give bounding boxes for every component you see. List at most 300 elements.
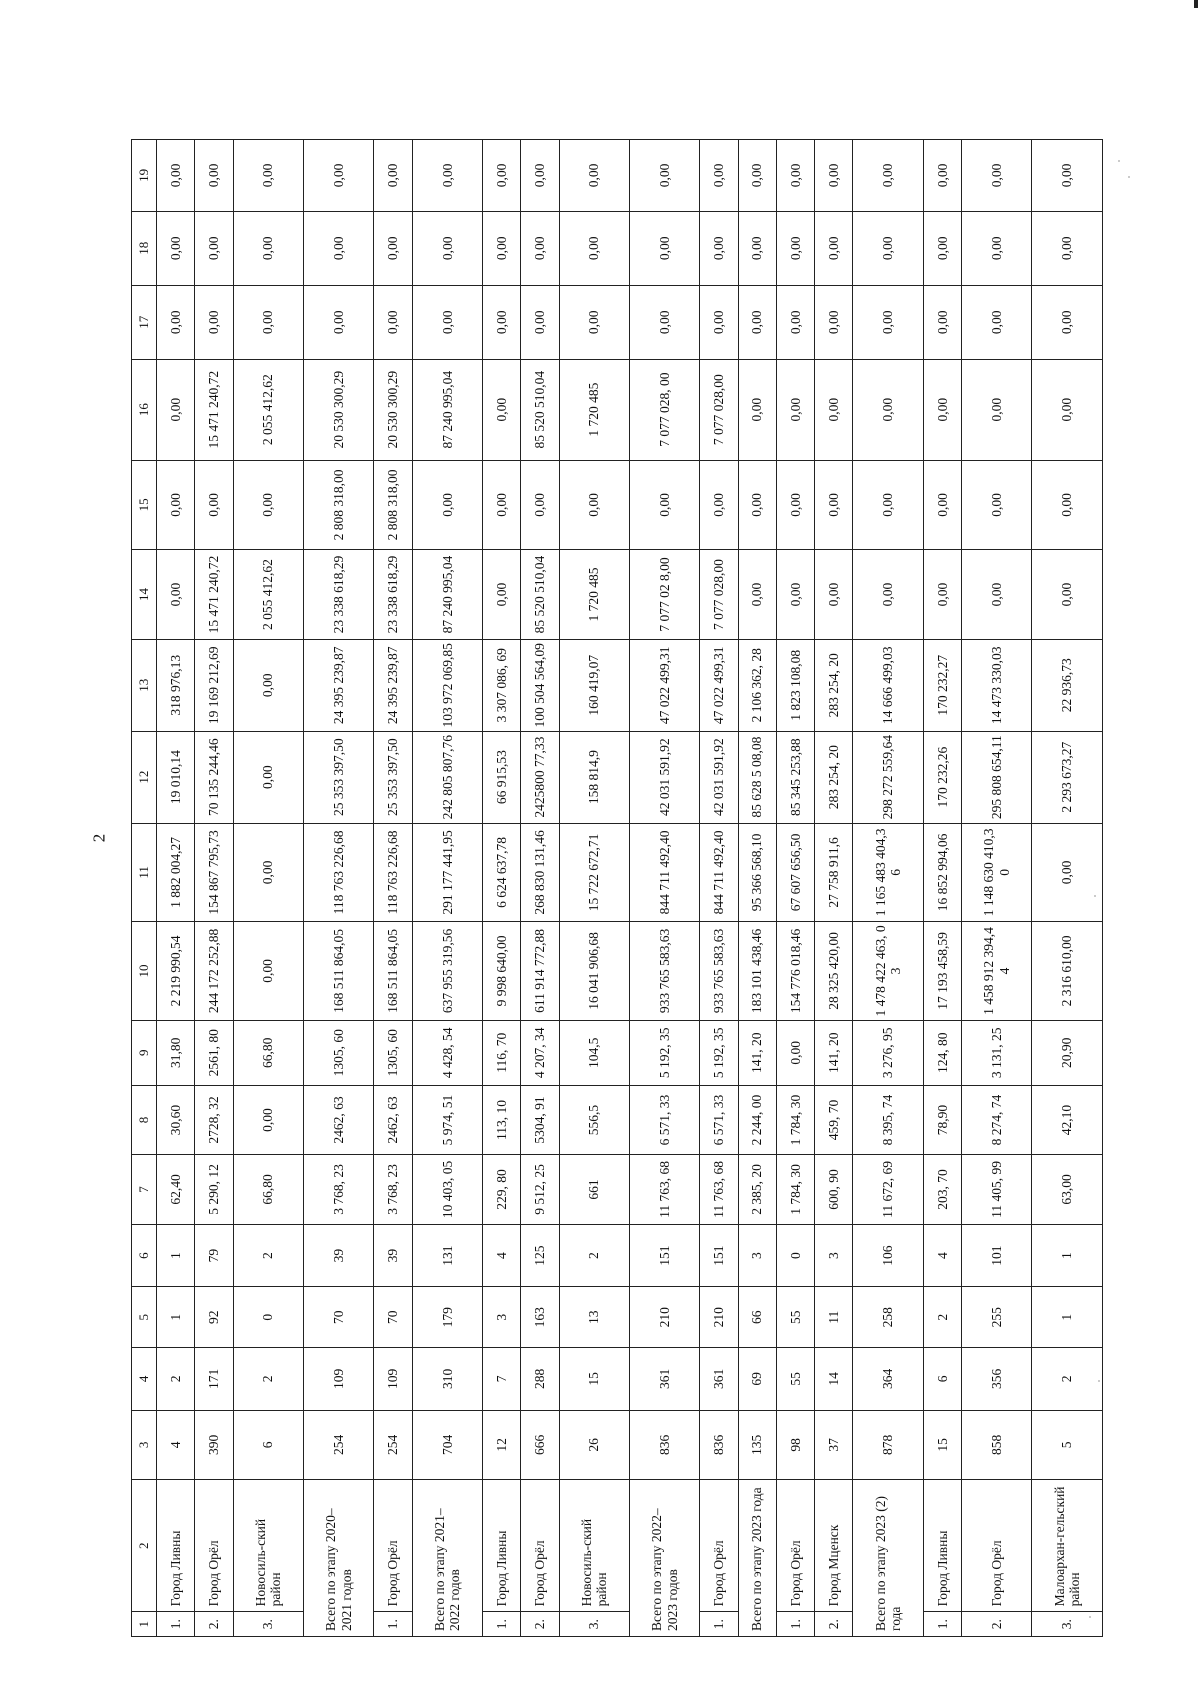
table-row (157, 140, 195, 1637)
table-cell: 0,00 (962, 285, 1032, 359)
table-cell: 2 (233, 1224, 303, 1287)
table-cell: 85 345 253,88 (776, 731, 814, 823)
table-cell: 1305, 60 (374, 1020, 412, 1085)
table-cell: 124, 80 (923, 1020, 961, 1085)
column-number-6: 6 (132, 1224, 157, 1287)
table-cell: 78,90 (923, 1085, 961, 1154)
column-number-7: 7 (132, 1155, 157, 1224)
table-cell: 0,00 (303, 140, 373, 212)
table-row (1032, 140, 1103, 1637)
table-row (923, 140, 961, 1637)
table-cell: 258 (853, 1287, 923, 1348)
table-cell: 30,60 (157, 1085, 195, 1154)
table-cell: 6 571, 33 (700, 1085, 738, 1154)
table-cell: 0,00 (853, 359, 923, 460)
table-cell: 1 (157, 1224, 195, 1287)
table-cell: 0,00 (233, 1085, 303, 1154)
table-cell: 0,00 (776, 285, 814, 359)
table-cell: 0,00 (738, 460, 776, 550)
table-cell: 39 (303, 1224, 373, 1287)
row-total-label: Всего по этапу 2023 (2) года (853, 1480, 923, 1637)
table-cell: 1 (1032, 1287, 1103, 1348)
column-number-12: 12 (132, 731, 157, 823)
table-cell: 0,00 (482, 359, 520, 460)
row-index: 2. (962, 1612, 1032, 1637)
table-cell: 2425800 77,33 (521, 731, 559, 823)
table-cell: 0,00 (412, 460, 482, 550)
table-cell: 255 (962, 1287, 1032, 1348)
table-cell: 7 (482, 1347, 520, 1410)
table-cell: 0,00 (776, 550, 814, 640)
table-cell: 20 530 300,29 (374, 359, 412, 460)
table-cell: 66,80 (233, 1020, 303, 1085)
table-cell: 22 936,73 (1032, 639, 1103, 731)
table-cell: 0,00 (157, 211, 195, 285)
table-cell: 0,00 (233, 211, 303, 285)
table-cell: 9 998 640,00 (482, 922, 520, 1021)
table-cell: 5 290, 12 (195, 1155, 233, 1224)
table-row (559, 140, 629, 1637)
table-cell: 15 722 672,71 (559, 823, 629, 922)
table-cell: 0,00 (923, 285, 961, 359)
table-cell: 283 254, 20 (815, 731, 853, 823)
table-cell: 2 055 412,62 (233, 550, 303, 640)
row-municipality: Город Орёл (195, 1480, 233, 1612)
table-cell: 390 (195, 1410, 233, 1479)
table-cell: 5 192, 35 (700, 1020, 738, 1085)
table-cell: 2 055 412,62 (233, 359, 303, 460)
table-cell: 0,00 (157, 285, 195, 359)
table-cell: 0,00 (923, 359, 961, 460)
table-cell: 92 (195, 1287, 233, 1348)
row-total-label: Всего по этапу 2020–2021 годов (303, 1480, 373, 1637)
table-cell: 31,80 (157, 1020, 195, 1085)
table-cell: 2462, 63 (303, 1085, 373, 1154)
table-cell: 254 (374, 1410, 412, 1479)
table-cell: 19 010,14 (157, 731, 195, 823)
table-cell: 0,00 (195, 140, 233, 212)
table-cell: 933 765 583,63 (629, 922, 699, 1021)
table-cell: 0,00 (233, 285, 303, 359)
table-cell: 210 (629, 1287, 699, 1348)
table-cell: 6 624 637,78 (482, 823, 520, 922)
table-cell: 0,00 (776, 1020, 814, 1085)
table-cell: 24 395 239,87 (374, 639, 412, 731)
table-cell: 101 (962, 1224, 1032, 1287)
table-cell: 141, 20 (738, 1020, 776, 1085)
table-row (815, 140, 853, 1637)
table-cell: 11 763, 68 (629, 1155, 699, 1224)
row-index: 3. (233, 1612, 303, 1637)
table-cell: 2 293 673,27 (1032, 731, 1103, 823)
column-number-3: 3 (132, 1410, 157, 1479)
table-cell: 47 022 499,31 (700, 639, 738, 731)
table-cell: 0,00 (195, 285, 233, 359)
table-row (521, 140, 559, 1637)
table-cell: 7 077 028, 00 (629, 359, 699, 460)
row-total-label: Всего по этапу 2023 года (738, 1480, 776, 1637)
table-cell: 0,00 (303, 211, 373, 285)
column-number-9: 9 (132, 1020, 157, 1085)
table-cell: 28 325 420,00 (815, 922, 853, 1021)
table-cell: 0,00 (776, 460, 814, 550)
table-cell: 12 (482, 1410, 520, 1479)
table-cell: 25 353 397,50 (374, 731, 412, 823)
column-number-18: 18 (132, 211, 157, 285)
table-row (629, 140, 699, 1637)
table-cell: 3 276, 95 (853, 1020, 923, 1085)
column-number-16: 16 (132, 359, 157, 460)
row-municipality: Город Ливны (923, 1480, 961, 1612)
table-cell: 1 720 485 (559, 550, 629, 640)
table-cell: 7 077 028,00 (700, 359, 738, 460)
table-cell: 611 914 772,88 (521, 922, 559, 1021)
table-cell: 0,00 (962, 359, 1032, 460)
table-cell: 100 504 564,09 (521, 639, 559, 731)
table-cell: 26 (559, 1410, 629, 1479)
table-cell: 1 823 108,08 (776, 639, 814, 731)
table-cell: 141, 20 (815, 1020, 853, 1085)
table-cell: 20,90 (1032, 1020, 1103, 1085)
table-cell: 2 (559, 1224, 629, 1287)
row-municipality: Город Ливны (157, 1480, 195, 1612)
table-cell: 2 316 610,00 (1032, 922, 1103, 1021)
row-municipality: Новосиль-ский район (233, 1480, 303, 1612)
table-cell: 3 307 086, 69 (482, 639, 520, 731)
table-cell: 3 (815, 1224, 853, 1287)
table-cell: 361 (700, 1347, 738, 1410)
table-cell: 0,00 (923, 140, 961, 212)
table-cell: 1 784, 30 (776, 1085, 814, 1154)
table-cell: 87 240 995,04 (412, 550, 482, 640)
table-cell: 6 (233, 1410, 303, 1479)
table-cell: 2 (233, 1347, 303, 1410)
table-cell: 109 (303, 1347, 373, 1410)
table-cell: 79 (195, 1224, 233, 1287)
table-cell: 11 (815, 1287, 853, 1348)
table-cell: 933 765 583,63 (700, 922, 738, 1021)
table-cell: 0,00 (233, 922, 303, 1021)
table-cell: 163 (521, 1287, 559, 1348)
table-cell: 8 395, 74 (853, 1085, 923, 1154)
table-cell: 14 473 330,03 (962, 639, 1032, 731)
table-cell: 103 972 069,85 (412, 639, 482, 731)
table-cell: 118 763 226,68 (303, 823, 373, 922)
table-cell: 0,00 (738, 359, 776, 460)
table-cell: 11 763, 68 (700, 1155, 738, 1224)
table-cell: 0,00 (815, 460, 853, 550)
table-cell: 0,00 (962, 460, 1032, 550)
table-row (482, 140, 520, 1637)
table-cell: 356 (962, 1347, 1032, 1410)
table-cell: 0,00 (157, 550, 195, 640)
table-cell: 0,00 (1032, 285, 1103, 359)
column-number-13: 13 (132, 639, 157, 731)
rotated-table-frame (131, 139, 1103, 1637)
table-row (853, 140, 923, 1637)
table-cell: 844 711 492,40 (629, 823, 699, 922)
table-cell: 0,00 (521, 140, 559, 212)
table-cell: 0,00 (738, 285, 776, 359)
table-cell: 154 867 795,73 (195, 823, 233, 922)
table-cell: 600, 90 (815, 1155, 853, 1224)
table-cell: 0,00 (482, 140, 520, 212)
table-row (962, 140, 1032, 1637)
table-cell: 15 (559, 1347, 629, 1410)
column-number-8: 8 (132, 1085, 157, 1154)
table-cell: 4 (923, 1224, 961, 1287)
table-cell: 0,00 (157, 460, 195, 550)
table-cell: 8 274, 74 (962, 1085, 1032, 1154)
table-cell: 85 628 5 08,08 (738, 731, 776, 823)
table-cell: 170 232,26 (923, 731, 961, 823)
table-cell: 13 (559, 1287, 629, 1348)
table-cell: 109 (374, 1347, 412, 1410)
table-cell: 5 (1032, 1410, 1103, 1479)
table-cell: 14 666 499,03 (853, 639, 923, 731)
table-cell: 0,00 (923, 460, 961, 550)
table-cell: 0,00 (853, 285, 923, 359)
row-municipality: Город Ливны (482, 1480, 520, 1612)
table-cell: 836 (629, 1410, 699, 1479)
table-cell: 318 976,13 (157, 639, 195, 731)
table-cell: 2 219 990,54 (157, 922, 195, 1021)
table-cell: 0,00 (700, 460, 738, 550)
table-cell: 5 192, 35 (629, 1020, 699, 1085)
table-cell: 0,00 (1032, 359, 1103, 460)
table-cell: 2 (157, 1347, 195, 1410)
table-cell: 23 338 618,29 (303, 550, 373, 640)
table-cell: 6 (923, 1347, 961, 1410)
table-cell: 104,5 (559, 1020, 629, 1085)
table-cell: 4 (482, 1224, 520, 1287)
table-cell: 0,00 (700, 140, 738, 212)
row-index: 1. (776, 1612, 814, 1637)
table-cell: 66,80 (233, 1155, 303, 1224)
column-number-15: 15 (132, 460, 157, 550)
table-cell: 62,40 (157, 1155, 195, 1224)
table-cell: 55 (776, 1287, 814, 1348)
table-cell: 0,00 (195, 460, 233, 550)
row-index: 1. (700, 1612, 738, 1637)
table-cell: 556,5 (559, 1085, 629, 1154)
column-number-5: 5 (132, 1287, 157, 1348)
table-cell: 268 830 131,46 (521, 823, 559, 922)
row-index: 1. (482, 1612, 520, 1637)
table-cell: 0,00 (776, 140, 814, 212)
table-cell: 25 353 397,50 (303, 731, 373, 823)
table-cell: 4 (157, 1410, 195, 1479)
table-cell: 66 915,53 (482, 731, 520, 823)
table-cell: 878 (853, 1410, 923, 1479)
table-cell: 836 (700, 1410, 738, 1479)
row-municipality: Город Орёл (962, 1480, 1032, 1612)
table-cell: 160 419,07 (559, 639, 629, 731)
table-cell: 170 232,27 (923, 639, 961, 731)
table-cell: 0,00 (700, 211, 738, 285)
row-municipality: Город Мценск (815, 1480, 853, 1612)
row-index: 2. (195, 1612, 233, 1637)
table-cell: 11 405, 99 (962, 1155, 1032, 1224)
table-row (700, 140, 738, 1637)
table-cell: 2 244, 00 (738, 1085, 776, 1154)
table-cell: 55 (776, 1347, 814, 1410)
table-cell: 1 (157, 1287, 195, 1348)
table-cell: 0,00 (776, 359, 814, 460)
table-cell: 158 814,9 (559, 731, 629, 823)
table-cell: 9 512, 25 (521, 1155, 559, 1224)
table-cell: 118 763 226,68 (374, 823, 412, 922)
table-cell: 666 (521, 1410, 559, 1479)
table-cell: 1 478 422 463, 03 (853, 922, 923, 1021)
table-cell: 0,00 (962, 140, 1032, 212)
table-cell: 0,00 (157, 140, 195, 212)
table-cell: 0,00 (815, 550, 853, 640)
table-cell: 14 (815, 1347, 853, 1410)
table-cell: 0,00 (482, 460, 520, 550)
table-cell: 15 (923, 1410, 961, 1479)
table-cell: 95 366 568,10 (738, 823, 776, 922)
row-total-label: Всего по этапу 2021–2022 годов (412, 1480, 482, 1637)
table-cell: 844 711 492,40 (700, 823, 738, 922)
table-cell: 229, 80 (482, 1155, 520, 1224)
table-cell: 0,00 (1032, 460, 1103, 550)
table-cell: 0,00 (195, 211, 233, 285)
table-cell: 0,00 (853, 460, 923, 550)
table-cell: 0,00 (559, 285, 629, 359)
table-cell: 98 (776, 1410, 814, 1479)
table-row (776, 140, 814, 1637)
table-cell: 42 031 591,92 (629, 731, 699, 823)
table-cell: 135 (738, 1410, 776, 1479)
table-cell: 23 338 618,29 (374, 550, 412, 640)
scan-edge-mark (1194, 0, 1198, 8)
table-cell: 0,00 (521, 285, 559, 359)
table-cell: 6 571, 33 (629, 1085, 699, 1154)
table-cell: 151 (629, 1224, 699, 1287)
table-row (374, 140, 412, 1637)
column-number-10: 10 (132, 922, 157, 1021)
table-cell: 66 (738, 1287, 776, 1348)
table-cell: 0,00 (815, 359, 853, 460)
table-cell: 283 254, 20 (815, 639, 853, 731)
table-cell: 0,00 (233, 460, 303, 550)
table-cell: 24 395 239,87 (303, 639, 373, 731)
table-cell: 0,00 (374, 140, 412, 212)
table-cell: 298 272 559,64 (853, 731, 923, 823)
table-cell: 131 (412, 1224, 482, 1287)
table-cell: 70 135 244,46 (195, 731, 233, 823)
column-number-1: 1 (132, 1612, 157, 1637)
table-cell: 4 207, 34 (521, 1020, 559, 1085)
row-municipality: Город Орёл (700, 1480, 738, 1612)
table-cell: 0,00 (233, 823, 303, 922)
table-cell: 1305, 60 (303, 1020, 373, 1085)
table-cell: 0,00 (776, 211, 814, 285)
table-cell: 0,00 (853, 550, 923, 640)
page-number: 2 (89, 833, 108, 843)
table-cell: 244 172 252,88 (195, 922, 233, 1021)
table-cell: 0,00 (1032, 550, 1103, 640)
table-cell: 7 077 02 8,00 (629, 550, 699, 640)
table-cell: 10 403, 05 (412, 1155, 482, 1224)
table-cell: 0,00 (412, 211, 482, 285)
table-cell: 16 041 906,68 (559, 922, 629, 1021)
row-municipality: Город Орёл (521, 1480, 559, 1612)
table-cell: 0,00 (1032, 211, 1103, 285)
table-cell: 858 (962, 1410, 1032, 1479)
table-cell: 5 974, 51 (412, 1085, 482, 1154)
row-index: 1. (157, 1612, 195, 1637)
row-municipality: Город Орёл (374, 1480, 412, 1612)
table-row (303, 140, 373, 1637)
table-cell: 0,00 (629, 460, 699, 550)
table-cell: 168 511 864,05 (303, 922, 373, 1021)
row-index: 3. (559, 1612, 629, 1637)
table-cell: 183 101 438,46 (738, 922, 776, 1021)
table-cell: 0,00 (923, 211, 961, 285)
table-cell: 27 758 911,6 (815, 823, 853, 922)
table-cell: 3 131, 25 (962, 1020, 1032, 1085)
table-cell: 2 (1032, 1347, 1103, 1410)
row-index: 2. (815, 1612, 853, 1637)
table-cell: 242 805 807,76 (412, 731, 482, 823)
table-cell: 67 607 656,50 (776, 823, 814, 922)
column-number-17: 17 (132, 285, 157, 359)
table-cell: 151 (700, 1224, 738, 1287)
table-cell: 85 520 510,04 (521, 550, 559, 640)
table-cell: 0,00 (521, 211, 559, 285)
table-cell: 0,00 (559, 460, 629, 550)
table-cell: 3 768, 23 (303, 1155, 373, 1224)
table-cell: 17 193 458,59 (923, 922, 961, 1021)
table-cell: 69 (738, 1347, 776, 1410)
table-cell: 37 (815, 1410, 853, 1479)
table-cell: 0,00 (521, 460, 559, 550)
table-cell: 1 720 485 (559, 359, 629, 460)
table-row (233, 140, 303, 1637)
table-cell: 0,00 (1032, 140, 1103, 212)
table-cell: 291 177 441,95 (412, 823, 482, 922)
table-cell: 0,00 (815, 140, 853, 212)
column-number-4: 4 (132, 1347, 157, 1410)
table-cell: 2462, 63 (374, 1085, 412, 1154)
table-cell: 3 768, 23 (374, 1155, 412, 1224)
table-cell: 0,00 (629, 211, 699, 285)
table-cell: 106 (853, 1224, 923, 1287)
table-cell: 116, 70 (482, 1020, 520, 1085)
table-cell: 5304, 91 (521, 1085, 559, 1154)
table-cell: 0,00 (962, 211, 1032, 285)
table-cell: 459, 70 (815, 1085, 853, 1154)
table-cell: 288 (521, 1347, 559, 1410)
table-cell: 2 808 318,00 (303, 460, 373, 550)
column-number-11: 11 (132, 823, 157, 922)
table-cell: 210 (700, 1287, 738, 1348)
table-cell: 0 (233, 1287, 303, 1348)
table-cell: 0,00 (412, 140, 482, 212)
column-number-row (132, 140, 157, 1637)
table-cell: 168 511 864,05 (374, 922, 412, 1021)
table-cell: 70 (303, 1287, 373, 1348)
row-index: 1. (374, 1612, 412, 1637)
table-cell: 361 (629, 1347, 699, 1410)
table-cell: 20 530 300,29 (303, 359, 373, 460)
table-cell: 2728, 32 (195, 1085, 233, 1154)
table-cell: 704 (412, 1410, 482, 1479)
table-cell: 11 672, 69 (853, 1155, 923, 1224)
table-cell: 0,00 (374, 211, 412, 285)
